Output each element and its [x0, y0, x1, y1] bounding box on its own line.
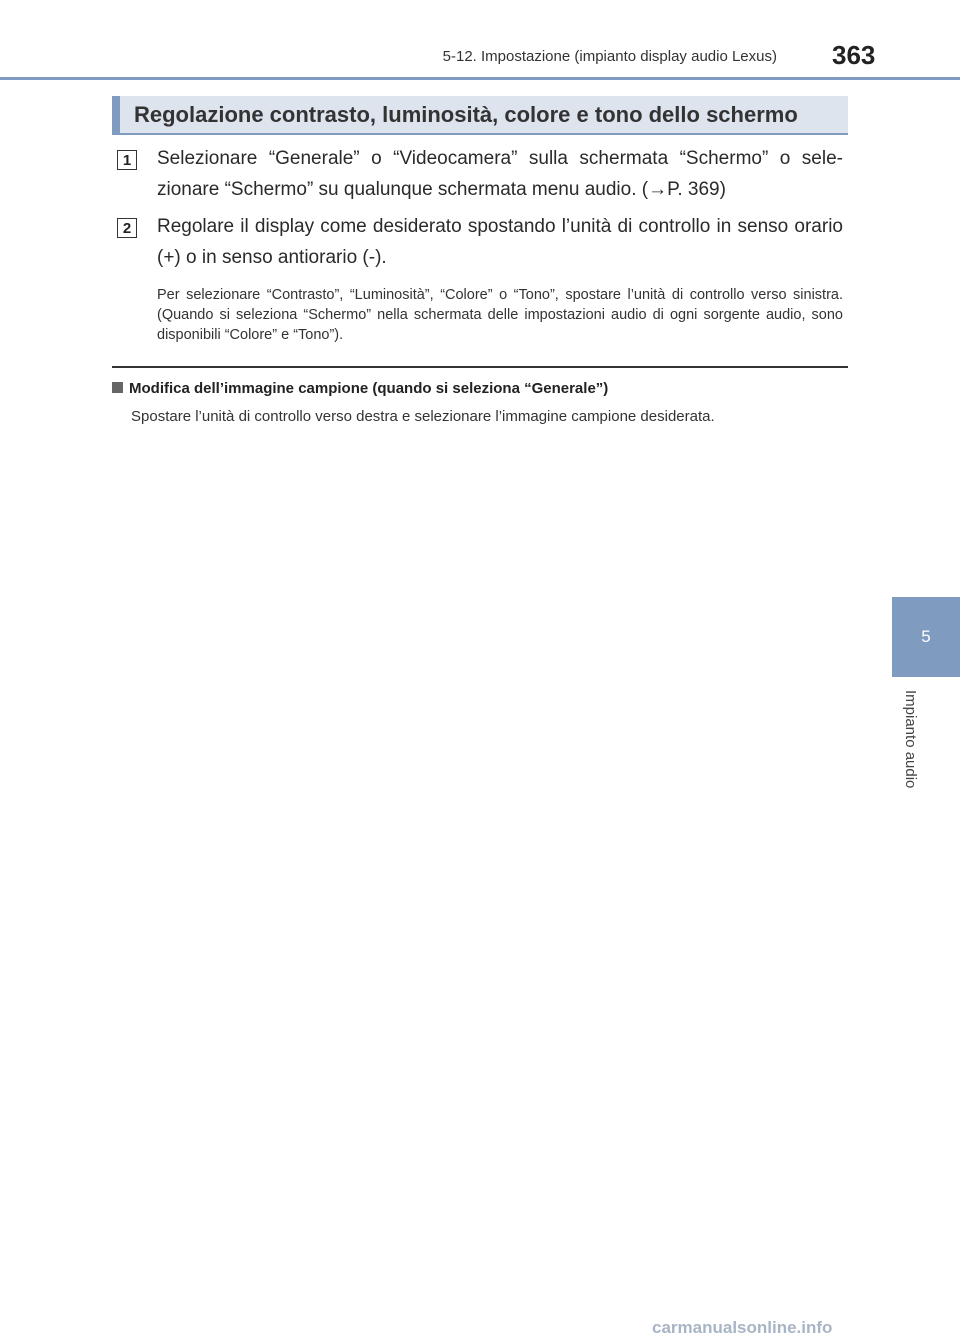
subsection-title: Modifica dell’immagine campione (quando si seleziona “Generale”) [129, 380, 609, 397]
chapter-title: 5-12. Impostazione (impianto display audio Lexus) [442, 48, 777, 65]
page-number: 363 [832, 40, 876, 70]
section-heading-box [112, 96, 848, 134]
step-text-2: Regolare il display come desiderato spostando l’unità di controllo in senso orario (+) o in senso antiorario (-). [157, 216, 843, 268]
square-bullet-icon [112, 382, 123, 393]
step-number-1: 1 [117, 150, 137, 170]
step-text-1: Selezionare “Generale” o “Videocamera” sulla schermata “Schermo” o sele-zionare “Schermo” su qualunque schermata menu audio. (→P. 369) [157, 148, 843, 200]
note-text: Per selezionare “Contrasto”, “Luminosità”, “Colore” o “Tono”, spostare l’unità di controllo verso sinistra. (Quando si seleziona “Schermo” nella schermata delle impostazioni audio di ogni sorgente audio, sono disponibili “Colore” e “Tono”). [157, 287, 843, 343]
section-divider [112, 366, 848, 368]
chapter-tab-number: 5 [921, 627, 931, 646]
header-rule [0, 77, 960, 80]
section-title: Regolazione contrasto, luminosità, colore e tono dello schermo [134, 102, 798, 127]
watermark: carmanualsonline.info [652, 1318, 833, 1337]
chapter-tab-label: Impianto audio [902, 690, 919, 789]
section-heading-rule [112, 133, 848, 135]
chapter-tab[interactable] [892, 597, 960, 677]
step-number-2: 2 [117, 218, 137, 238]
subsection-text: Spostare l’unità di controllo verso destra e selezionare l’immagine campione desiderata. [131, 408, 715, 425]
subsection-heading [112, 380, 608, 397]
